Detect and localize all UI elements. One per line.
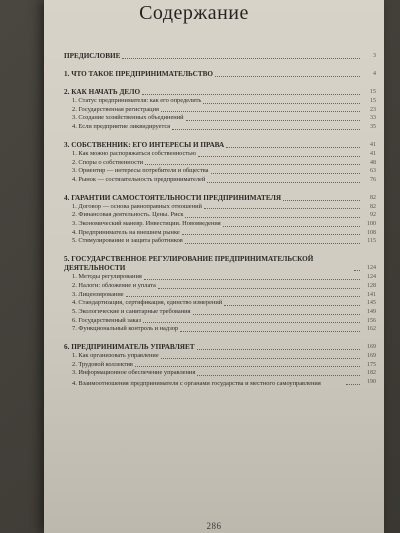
entry-page-number: 41 <box>370 150 376 157</box>
entry-title: 4. Взаимоотношения предпринимателя с органами государства и местного самоуправления <box>72 379 321 387</box>
entry-title: 3. Экономический маневр. Инвестиции. Нововведения <box>72 220 221 228</box>
page-title: Содержание <box>139 2 249 24</box>
entry-title: 5. Стимулирование и защита работников <box>72 237 183 245</box>
entry-title: 1. Как организовать управление <box>72 352 159 360</box>
section-page-number: 15 <box>370 89 376 95</box>
leader-dots <box>203 103 360 104</box>
entry-page-number: 35 <box>370 124 376 131</box>
toc-entry <box>64 237 376 246</box>
toc-section <box>64 255 376 334</box>
toc-entry <box>64 325 376 334</box>
leader-dots <box>226 147 360 148</box>
toc-section-heading <box>64 88 376 97</box>
leader-dots <box>346 384 360 385</box>
leader-dots <box>224 305 360 306</box>
leader-dots <box>126 296 360 297</box>
leader-dots <box>197 375 360 376</box>
toc-entry <box>64 123 376 132</box>
entry-title: 1. Как можно распоряжаться собственностью <box>72 149 196 157</box>
entry-title: 6. Государственный заказ <box>72 316 142 324</box>
entry-title: 1. Договор — основа равноправных отношений <box>72 202 202 210</box>
entry-title: 2. Налоги: обложение и уплата <box>72 281 156 289</box>
leader-dots <box>161 358 360 359</box>
entry-title: 2. Государственная регистрация <box>72 105 159 113</box>
section-title: 5. ГОСУДАРСТВЕННОЕ РЕГУЛИРОВАНИЕ ПРЕДПРИНИМАТЕЛЬСКОЙ ДЕЯТЕЛЬНОСТИ <box>64 255 314 273</box>
toc-entry <box>64 282 376 291</box>
toc-entry <box>64 220 376 229</box>
entry-title: 7. Функциональный контроль и надзор <box>72 325 179 333</box>
entry-page-number: 100 <box>367 221 376 228</box>
section-title: 2. КАК НАЧАТЬ ДЕЛО <box>64 88 141 96</box>
leader-dots <box>172 129 360 130</box>
entry-page-number: 175 <box>367 361 376 368</box>
leader-dots <box>204 208 360 209</box>
book-page <box>44 0 384 533</box>
toc-entry <box>64 378 376 387</box>
toc-section <box>64 88 376 132</box>
entry-title: 3. Ориентир — интересы потребителя и общества <box>72 167 209 175</box>
entry-page-number: 33 <box>370 115 376 122</box>
entry-page-number: 63 <box>370 168 376 175</box>
section-page-number: 3 <box>373 53 376 59</box>
entry-page-number: 92 <box>370 212 376 219</box>
toc-entry <box>64 273 376 282</box>
leader-dots <box>122 58 360 59</box>
entry-title: 2. Трудовой коллектив <box>72 360 133 368</box>
entry-page-number: 115 <box>367 238 376 245</box>
section-title: 6. ПРЕДПРИНИМАТЕЛЬ УПРАВЛЯЕТ <box>64 343 195 352</box>
toc-entry <box>64 97 376 106</box>
entry-page-number: 145 <box>367 300 376 307</box>
entry-title: 5. Экологические и санитарные требования <box>72 307 191 315</box>
toc-section-heading <box>64 52 376 61</box>
leader-dots <box>161 111 360 112</box>
toc-entry <box>64 229 376 238</box>
entry-title: 4. Если предприятие ликвидируется <box>72 123 171 131</box>
leader-dots <box>180 331 360 332</box>
toc-entry <box>64 106 376 115</box>
entry-page-number: 182 <box>367 370 376 377</box>
table-of-contents <box>64 52 376 396</box>
entry-title: 4. Предприниматель на внешнем рынке <box>72 228 180 236</box>
entry-title: 2. Споры о собственности <box>72 158 144 166</box>
entry-page-number: 162 <box>367 326 376 333</box>
entry-page-number: 82 <box>370 203 376 210</box>
toc-section-heading <box>64 343 376 352</box>
toc-entry <box>64 352 376 361</box>
entry-title: 4. Стандартизация, сертификация, единство измерений <box>72 299 223 307</box>
leader-dots <box>182 234 360 235</box>
leader-dots <box>144 279 360 280</box>
leader-dots <box>211 173 360 174</box>
section-title: ПРЕДИСЛОВИЕ <box>64 52 121 60</box>
toc-section-heading <box>64 70 376 79</box>
toc-section-heading <box>64 194 376 203</box>
entry-page-number: 15 <box>370 98 376 104</box>
leader-dots <box>142 94 360 95</box>
toc-entry <box>64 299 376 308</box>
leader-dots <box>185 217 360 218</box>
entry-page-number: 48 <box>370 159 376 166</box>
leader-dots <box>186 120 360 121</box>
toc-section <box>64 52 376 61</box>
toc-entry <box>64 150 376 159</box>
toc-section-heading <box>64 255 376 273</box>
toc-entry <box>64 203 376 212</box>
toc-section <box>64 141 376 185</box>
toc-section <box>64 70 376 79</box>
toc-entry <box>64 176 376 185</box>
page-number: 286 <box>206 521 222 531</box>
leader-dots <box>283 200 360 201</box>
toc-entry <box>64 361 376 370</box>
entry-page-number: 76 <box>370 176 376 183</box>
section-title: 4. ГАРАНТИИ САМОСТОЯТЕЛЬНОСТИ ПРЕДПРИНИМАТЕЛЯ <box>64 193 282 202</box>
toc-section <box>64 194 376 247</box>
leader-dots <box>145 164 360 165</box>
entry-title: 4. Рынок — состязательность предпринимателей <box>72 175 206 183</box>
entry-page-number: 23 <box>370 106 376 113</box>
entry-page-number: 149 <box>367 308 376 315</box>
toc-entry <box>64 291 376 300</box>
entry-page-number: 141 <box>367 291 376 298</box>
leader-dots <box>354 270 360 271</box>
toc-entry <box>64 369 376 378</box>
toc-entry <box>64 317 376 326</box>
toc-section <box>64 343 376 387</box>
entry-title: 3. Создание хозяйственных объединений <box>72 114 184 122</box>
section-title: 3. СОБСТВЕННИК: ЕГО ИНТЕРЕСЫ И ПРАВА <box>64 140 225 149</box>
leader-dots <box>193 314 361 315</box>
leader-dots <box>215 76 360 77</box>
section-title: 1. ЧТО ТАКОЕ ПРЕДПРИНИМАТЕЛЬСТВО <box>64 70 213 78</box>
leader-dots <box>207 182 360 183</box>
toc-entry <box>64 308 376 317</box>
entry-title: 3. Лицензирование <box>72 290 124 298</box>
entry-page-number: 128 <box>367 282 376 289</box>
entry-page-number: 124 <box>367 274 376 281</box>
toc-section-heading <box>64 141 376 150</box>
entry-page-number: 190 <box>367 379 376 386</box>
section-page-number: 169 <box>367 344 376 351</box>
leader-dots <box>185 243 360 244</box>
leader-dots <box>198 156 360 157</box>
leader-dots <box>158 288 360 289</box>
section-page-number: 41 <box>370 141 376 148</box>
section-page-number: 124 <box>367 265 376 272</box>
toc-entry <box>64 159 376 168</box>
leader-dots <box>143 322 360 323</box>
leader-dots <box>135 366 360 367</box>
entry-title: 1. Статус предпринимателя: как его определить <box>72 97 202 104</box>
leader-dots <box>223 226 360 227</box>
leader-dots <box>197 349 360 350</box>
toc-entry <box>64 167 376 176</box>
entry-title: 1. Методы регулирования <box>72 273 142 281</box>
entry-title: 2. Финансовая деятельность. Цены. Риск <box>72 211 184 219</box>
entry-page-number: 108 <box>367 229 376 236</box>
toc-entry <box>64 211 376 220</box>
entry-page-number: 169 <box>367 353 376 360</box>
entry-page-number: 156 <box>367 317 376 324</box>
toc-entry <box>64 114 376 123</box>
entry-title: 3. Информационное обеспечение управления <box>72 369 196 377</box>
section-page-number: 4 <box>373 71 376 77</box>
section-page-number: 82 <box>370 194 376 201</box>
